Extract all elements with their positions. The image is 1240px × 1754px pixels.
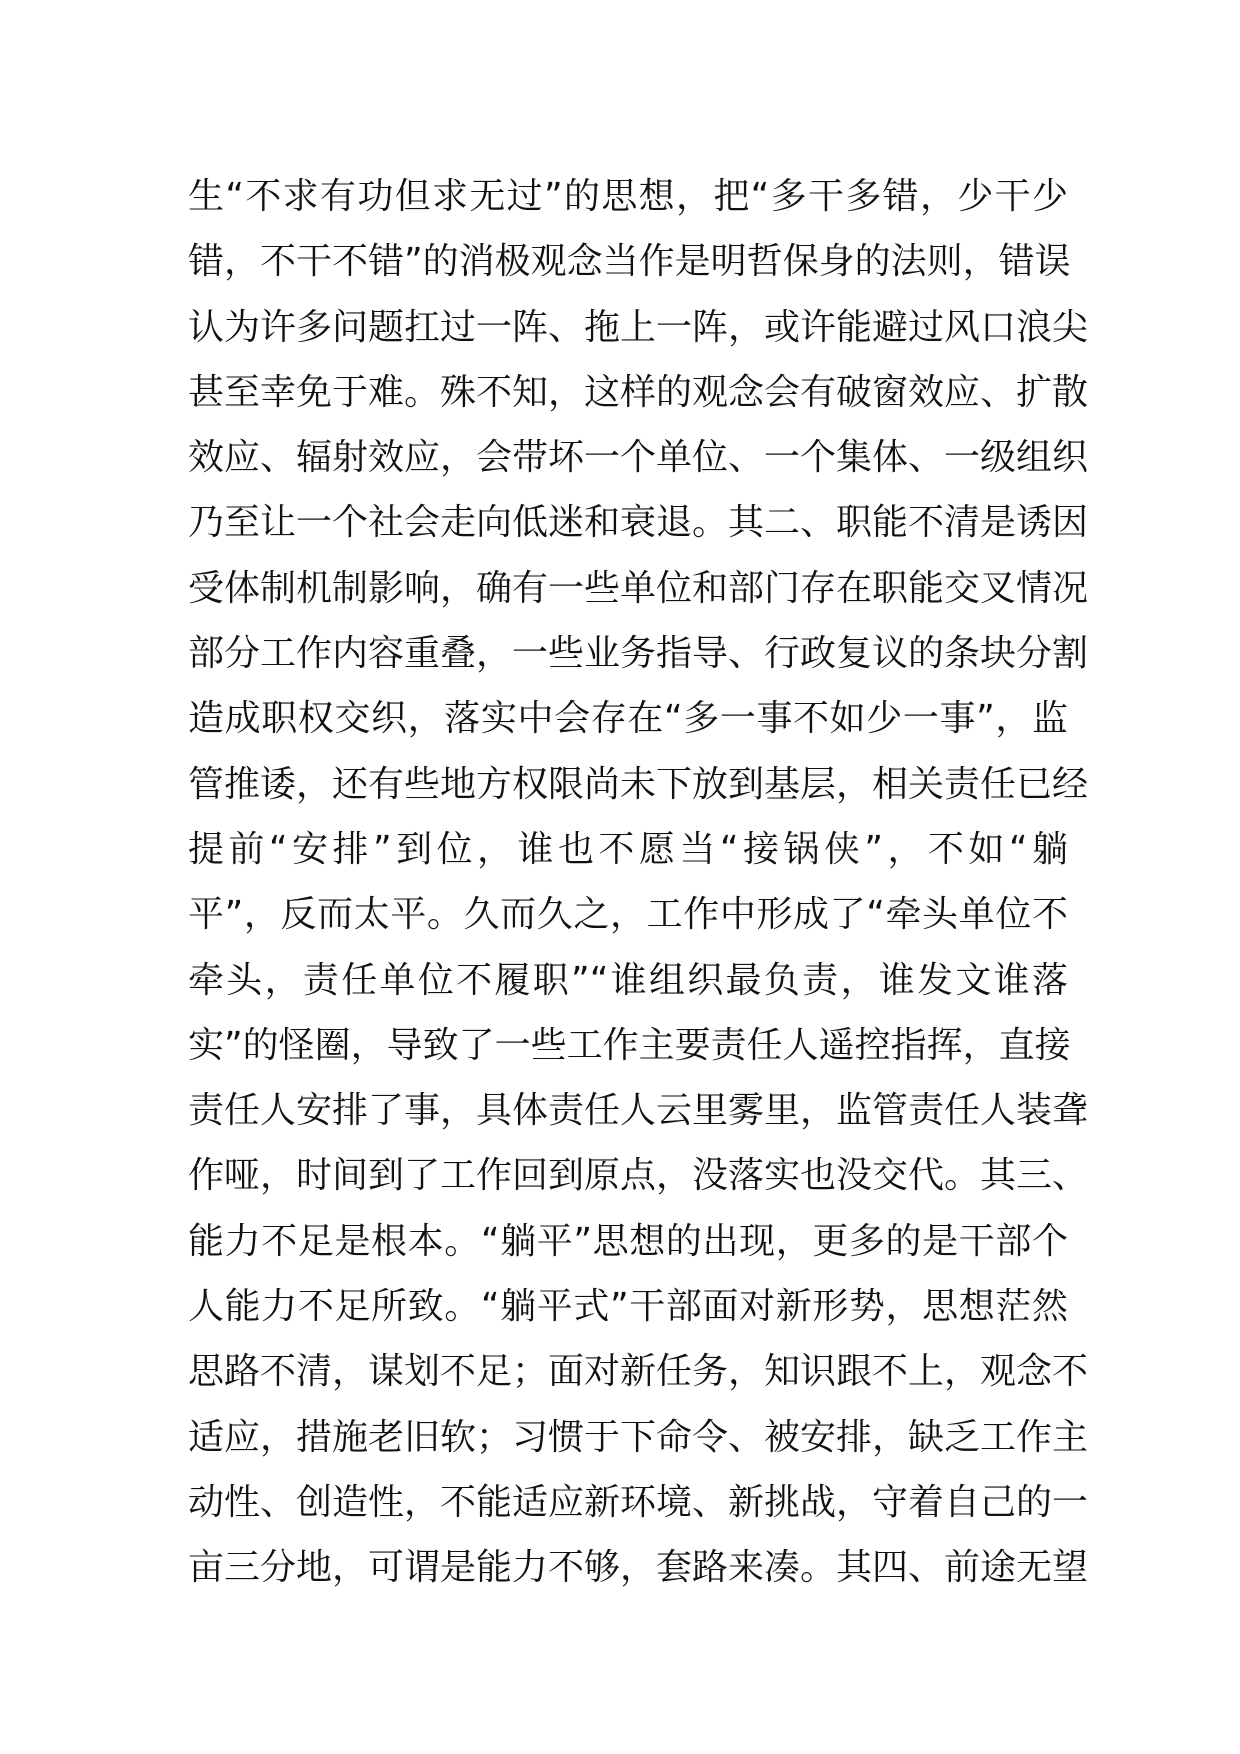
text-line: 管推诿，还有些地方权限尚未下放到基层，相关责任已经: [188, 763, 1089, 805]
text-line: 责任人安排了事，具体责任人云里雾里，监管责任人装聋: [188, 1090, 1089, 1132]
text-line: 思路不清，谋划不足；面对新任务，知识跟不上，观念不: [188, 1351, 1089, 1393]
text-line: 动性、创造性，不能适应新环境、新挑战，守着自己的一: [188, 1481, 1089, 1523]
text-line: 牵头，责任单位不履职”“谁组织最负责，谁发文谁落: [188, 959, 1068, 1001]
body-paragraph: [188, 164, 1089, 1601]
text-line: 适应，措施老旧软；习惯于下命令、被安排，缺乏工作主: [188, 1416, 1089, 1458]
text-line: 乃至让一个社会走向低迷和衰退。其二、职能不清是诱因: [188, 502, 1089, 544]
text-line: 能力不足是根本。“躺平”思想的出现，更多的是干部个: [188, 1220, 1068, 1262]
text-line: 作哑，时间到了工作回到原点，没落实也没交代。其三、: [188, 1155, 1089, 1197]
text-line: 甚至幸免于难。殊不知，这样的观念会有破窗效应、扩散: [188, 371, 1089, 413]
text-line: 人能力不足所致。“躺平式”干部面对新形势，思想茫然: [188, 1286, 1068, 1328]
text-line: 受体制机制影响，确有一些单位和部门存在职能交叉情况: [188, 567, 1089, 609]
text-line: 亩三分地，可谓是能力不够，套路来凑。其四、前途无望: [188, 1547, 1089, 1589]
text-line: 错，不干不错”的消极观念当作是明哲保身的法则，错误: [188, 241, 1071, 283]
text-line: 生“不求有功但求无过”的思想，把“多干多错，少干少: [188, 176, 1068, 217]
text-line: 实”的怪圈，导致了一些工作主要责任人遥控指挥，直接: [188, 1024, 1071, 1066]
text-line: 提前“安排”到位，谁也不愿当“接锅侠”，不如“躺: [188, 828, 1068, 870]
text-line: 部分工作内容重叠，一些业务指导、行政复议的条块分割: [188, 633, 1089, 675]
text-line: 平”，反而太平。久而久之，工作中形成了“牵头单位不: [188, 894, 1068, 936]
text-line: 效应、辐射效应，会带坏一个单位、一个集体、一级组织: [188, 437, 1089, 479]
text-line: 认为许多问题扛过一阵、拖上一阵，或许能避过风口浪尖: [188, 306, 1089, 348]
text-line: 造成职权交织，落实中会存在“多一事不如少一事”，监: [188, 698, 1068, 740]
